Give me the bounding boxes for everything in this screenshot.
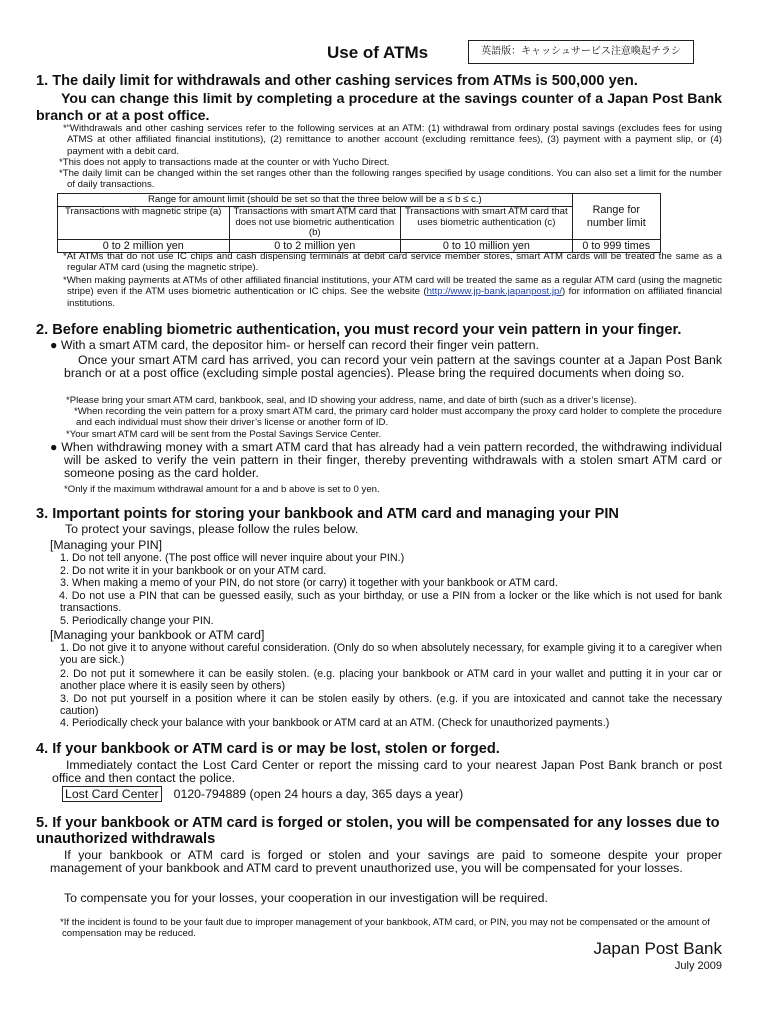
section-1-heading: 1. The daily limit for withdrawals and other cashing services from ATMs is 500,000 yen. xyxy=(36,73,638,89)
pin-management-header: [Managing your PIN] xyxy=(50,538,163,552)
col-b-header: Transactions with smart ATM card that does not use biometric authentication (b) xyxy=(229,207,401,240)
section-5-note: *If the incident is found to be your fault due to improper management of your bankbook, ATM card, or PIN, you may not be compensated or the amount of compensation may be reduced. xyxy=(60,917,710,940)
card-rule-1: 1. Do not give it to anyone without careful consideration. (Only do so when absolutely necessary, for example giving it to a caregiver when you are sick.) xyxy=(60,642,722,667)
pin-rule-1: 1. Do not tell anyone. (The post office will never inquire about your PIN.) xyxy=(60,552,405,564)
jp-bank-website-link[interactable]: http://www.jp-bank.japanpost.jp/ xyxy=(426,286,563,298)
section-2-note-2: *When recording the vein pattern for a proxy smart ATM card, the primary card holder must accompany the proxy card holder to complete the procedure and each individual must show their driver’s license or another form of ID. xyxy=(74,406,722,429)
number-limit-header: Range for number limit xyxy=(572,194,660,240)
section-4-body: Immediately contact the Lost Card Center or report the missing card to your nearest Japan Post Bank branch or post office and then contact the police. xyxy=(52,758,722,786)
lost-card-center-label: Lost Card Center xyxy=(62,786,162,802)
card-rule-4: 4. Periodically check your balance with your bankbook or ATM card at an ATM. (Check for unauthorized payments.) xyxy=(60,717,610,729)
section-1-note-3: *The daily limit can be changed within the set ranges other than the following ranges specified by usage conditions. You can also set a limit for the number of daily transactions. xyxy=(59,168,722,191)
section-5-body-2: To compensate you for your losses, your cooperation in our investigation will be required. xyxy=(64,891,548,905)
section-2-note-3: *Your smart ATM card will be sent from the Postal Savings Service Center. xyxy=(66,429,382,440)
pin-rule-3: 3. When making a memo of your PIN, do not store (or carry) it together with your bankbook or ATM card. xyxy=(60,577,558,589)
lost-card-center-phone[interactable]: 0120-794889 (open 24 hours a day, 365 days a year) xyxy=(173,787,464,801)
section-2-heading: 2. Before enabling biometric authentication, you must record your vein pattern in your finger. xyxy=(36,322,682,338)
card-rule-3: 3. Do not put yourself in a position where it can be stolen easily by others. (e.g. if you are intoxicated and cannot take the necessary caution) xyxy=(60,693,722,718)
footer-date: July 2009 xyxy=(674,960,722,972)
section-4-heading: 4. If your bankbook or ATM card is or may be lost, stolen or forged. xyxy=(36,741,500,757)
section-3-heading: 3. Important points for storing your bankbook and ATM card and managing your PIN xyxy=(36,506,619,522)
page-title: Use of ATMs xyxy=(327,43,429,62)
section-2-bullet-1: ● With a smart ATM card, the depositor him- or herself can record their finger vein pattern. xyxy=(50,338,540,352)
section-2-note-4: *Only if the maximum withdrawal amount for a and b above is set to 0 yen. xyxy=(64,484,380,495)
limit-range-table xyxy=(57,193,661,253)
pin-rule-2: 2. Do not write it in your bankbook or on your ATM card. xyxy=(60,565,327,577)
note-5-text-pre: *When making payments at ATMs of other affiliated financial institutions, your ATM card will be treated the same as a regular ATM card (using the magnetic stripe) even if the ATM uses biometric authentication or IC chips. See the website ( xyxy=(63,275,722,298)
amount-limit-header: Range for amount limit (should be set so that the three below will be a ≤ b ≤ c.) xyxy=(58,194,573,207)
section-1-subheading: You can change this limit by completing a procedure at the savings counter of a Japan Post Bank branch or at a post office. xyxy=(36,91,722,124)
section-5-heading: 5. If your bankbook or ATM card is forged or stolen, you will be compensated for any losses due to unauthorized withdrawals xyxy=(36,815,720,847)
section-2-bullet-1-body: Once your smart ATM card has arrived, you can record your vein pattern at the savings counter at a Japan Post Bank branch or at a post office (excluding simple postal agencies). Please bring the required documents when doing so. xyxy=(64,353,722,381)
pin-rule-5: 5. Periodically change your PIN. xyxy=(60,615,214,627)
footer-organization: Japan Post Bank xyxy=(593,939,722,958)
col-a-header: Transactions with magnetic stripe (a) xyxy=(58,207,230,240)
number-limit-value: 0 to 999 times xyxy=(572,240,660,253)
section-1-note-5 xyxy=(59,275,722,309)
section-1-note-1: *“Withdrawals and other cashing services refer to the following services at an ATM: (1) withdrawal from ordinary postal savings (excludes fees for using ATMS at other affiliated financial institutions), (2) remittance to another account (excluding remittance fees), (3) payment with a payment slip, or (4) payment with a debit card. xyxy=(63,123,722,157)
col-b-value: 0 to 2 million yen xyxy=(229,240,401,253)
col-a-value: 0 to 2 million yen xyxy=(58,240,230,253)
section-3-intro: To protect your savings, please follow the rules below. xyxy=(65,522,359,536)
section-2-note-1: *Please bring your smart ATM card, bankbook, seal, and ID showing your address, name, and date of birth (such as a driver’s license). xyxy=(66,395,637,406)
col-c-header: Transactions with smart ATM card that uses biometric authentication (c) xyxy=(401,207,573,240)
section-2-bullet-2: ● When withdrawing money with a smart ATM card that has already had a vein pattern recorded, the withdrawing individual will be asked to verify the vein pattern in their finger, thereby preventing withdrawals with a stolen smart ATM card or someone posing as the card holder. xyxy=(50,440,722,481)
col-c-value: 0 to 10 million yen xyxy=(401,240,573,253)
section-1-note-2: *This does not apply to transactions made at the counter or with Yucho Direct. xyxy=(59,157,390,168)
card-management-header: [Managing your bankbook or ATM card] xyxy=(50,628,265,642)
note-5-text-post: ) for information on affiliated financial institutions. xyxy=(67,286,722,309)
section-1-note-4: *At ATMs that do not use IC chips and cash dispensing terminals at debit card service member stores, smart ATM cards will be treated the same as a regular ATM card (using the magnetic stripe). xyxy=(63,251,722,274)
japanese-version-label: 英語版：キャッシュサービス注意喚起チラシ xyxy=(468,40,694,64)
card-rule-2: 2. Do not put it somewhere it can be easily stolen. (e.g. placing your bankbook or ATM card in your wallet and putting it in your car or another place where it is easily seen by others) xyxy=(60,668,722,693)
lost-card-center-line xyxy=(62,788,722,801)
section-5-body-1: If your bankbook or ATM card is forged or stolen and your savings are paid to someone despite your proper management of your bankbook and ATM card to prevent unauthorized use, you will be compensated for your losses. xyxy=(50,848,722,876)
pin-rule-4: 4. Do not use a PIN that can be guessed easily, such as your birthday, or use a PIN from a locker or the like which is not used for bank transactions. xyxy=(59,590,722,615)
